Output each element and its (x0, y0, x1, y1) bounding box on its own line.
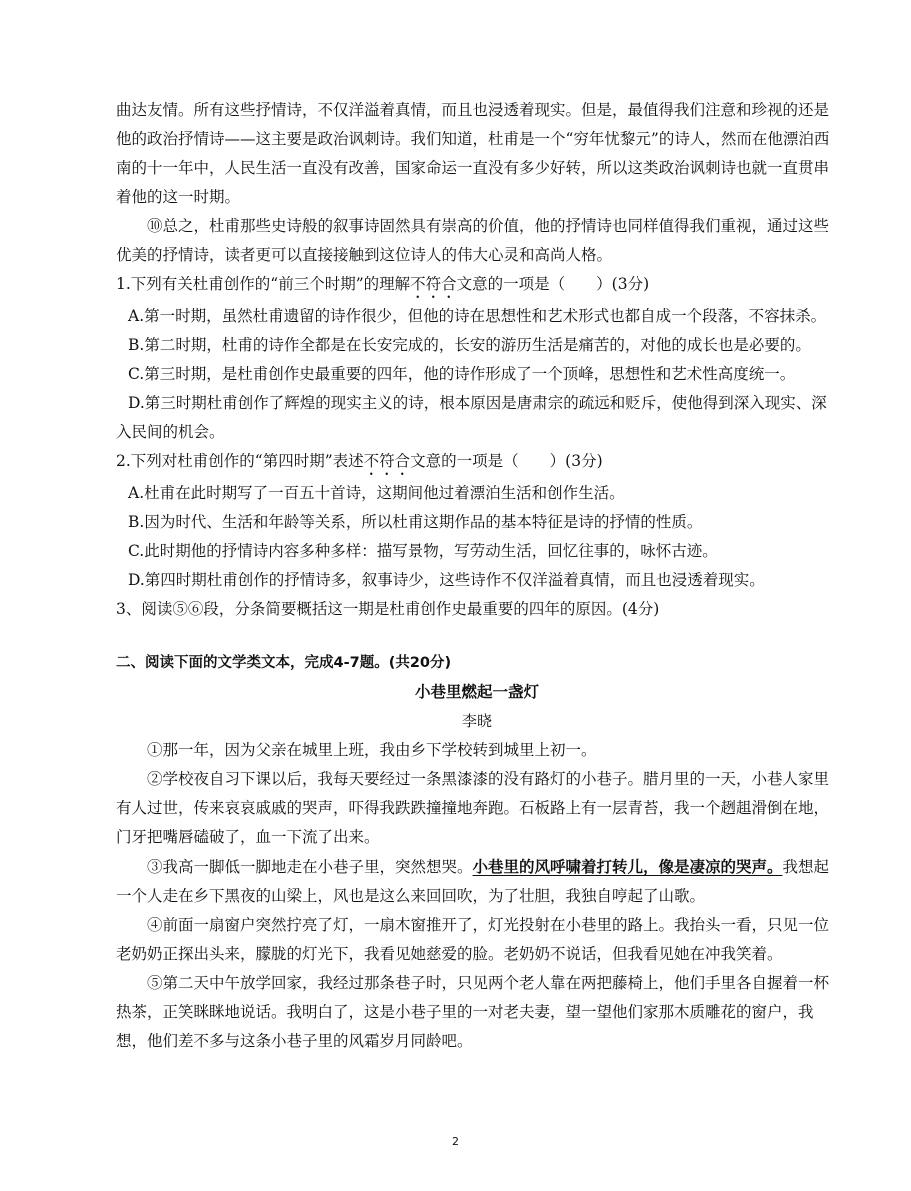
question-1-stem (116, 270, 838, 302)
q2-stem-b: 文意的一项是（ ）(3分) (410, 452, 603, 470)
q1-option-b: B.第二时期，杜甫的诗作全都是在长安完成的，长安的游历生活是痛苦的，对他的成长也是必要的。 (128, 336, 811, 354)
q2-option-b: B.因为时代、生活和年龄等关系，所以杜甫这期作品的基本特征是诗的抒情的性质。 (128, 513, 703, 531)
q1-stem-b: 文意的一项是（ ）(3分) (456, 275, 650, 293)
page-number: 2 (452, 1135, 459, 1148)
q2-option-d: D.第四时期杜甫创作的抒情诗多，叙事诗少，这些诗作不仅洋溢着真情，而且也浸透着现实。 (128, 571, 765, 589)
q1-option-a: A.第一时期，虽然杜甫遗留的诗作很少，但他的诗在思想性和艺术形式也都自成一个段落，不容抹杀。 (128, 307, 827, 325)
p3-text-a: ③我高一脚低一脚地走在小巷子里，突然想哭。 (147, 858, 473, 876)
story-paragraph-4: ④前面一扇窗户突然拧亮了灯，一扇木窗推开了，灯光投射在小巷里的路上。我抬头一看，只见一位老奶奶正探出头来，朦胧的灯光下，我看见她慈爱的脸。老奶奶不说话，但我看见她在冲我笑着。 (116, 916, 830, 963)
article-title: 小巷里燃起一盏灯 (414, 683, 539, 701)
story-paragraph-2: ②学校夜自习下课以后，我每天要经过一条黑漆漆的没有路灯的小巷子。腊月里的一天，小巷人家里有人过世，传来哀哀戚戚的哭声，吓得我跌跌撞撞地奔跑。石板路上有一层青苔，我一个趔趄滑倒在地，门牙把嘴唇磕破了，血一下流了出来。 (116, 770, 830, 846)
article-author: 李晓 (461, 712, 492, 730)
paragraph-continued: 曲达友情。所有这些抒情诗，不仅洋溢着真情，而且也浸透着现实。但是，最值得我们注意和珍视的还是他的政治抒情诗——这主要是政治讽刺诗。我们知道，杜甫是一个“穷年忧黎元”的诗人，然而在他漂泊西南的十一年中，人民生活一直没有改善，国家命运一直没有多少好转，所以这类政治讽刺诗也就一直贯串着他的这一时期。 (116, 101, 830, 206)
q1-stem-a: 1.下列有关杜甫创作的“前三个时期”的理解 (116, 275, 411, 293)
q2-option-a: A.杜甫在此时期写了一百五十首诗，这期间他过着漂泊生活和创作生活。 (128, 484, 625, 502)
question-3: 3、阅读⑤⑥段，分条简要概括这一期是杜甫创作史最重要的四年的原因。(4分) (116, 600, 660, 618)
spacer (116, 624, 838, 649)
p3-underlined-sentence: 小巷里的风呼啸着打转儿，像是凄凉的哭声。 (472, 857, 783, 876)
q2-stem-a: 2.下列对杜甫创作的“第四时期”表述 (116, 452, 364, 470)
section-2-heading: 二、阅读下面的文学类文本，完成4-7题。(共20分) (116, 655, 452, 671)
q2-stem-emphasis: 不符合 (363, 452, 411, 470)
passage-continuation (116, 96, 838, 1056)
story-paragraph-1: ①那一年，因为父亲在城里上班，我由乡下学校转到城里上初一。 (147, 741, 597, 759)
story-paragraph-5: ⑤第二天中午放学回家，我经过那条巷子时，只见两个老人靠在两把藤椅上，他们手里各自握着一杯热茶，正笑眯眯地说话。我明白了，这是小巷子里的一对老夫妻，望一望他们家那木质雕花的窗户，我想，他们差不多与这条小巷子里的风霜岁月同龄吧。 (116, 974, 830, 1050)
q1-stem-emphasis: 不符合 (410, 275, 457, 293)
p3-text-b: 我想起一个人走在乡下黑夜的山梁上，风也是这么来回回吹，为了壮胆，我独自哼起了山歌。 (116, 858, 830, 905)
story-paragraph-3 (116, 852, 838, 911)
q1-option-c: C.第三时期，是杜甫创作史最重要的四年，他的诗作形成了一个顶峰，思想性和艺术性高度统一。 (128, 365, 796, 383)
paragraph-10: ⑩总之，杜甫那些史诗般的叙事诗固然具有崇高的价值，他的抒情诗也同样值得我们重视，通过这些优美的抒情诗，读者更可以直接接触到这位诗人的伟大心灵和高尚人格。 (116, 217, 830, 264)
q1-option-d: D.第三时期杜甫创作了辉煌的现实主义的诗，根本原因是唐肃宗的疏远和贬斥，使他得到深入现实、深入民间的机会。 (116, 394, 827, 441)
q2-option-c: C.此时期他的抒情诗内容多种多样：描写景物，写劳动生活，回忆往事的，咏怀古迹。 (128, 542, 718, 560)
question-2-stem (116, 447, 838, 479)
